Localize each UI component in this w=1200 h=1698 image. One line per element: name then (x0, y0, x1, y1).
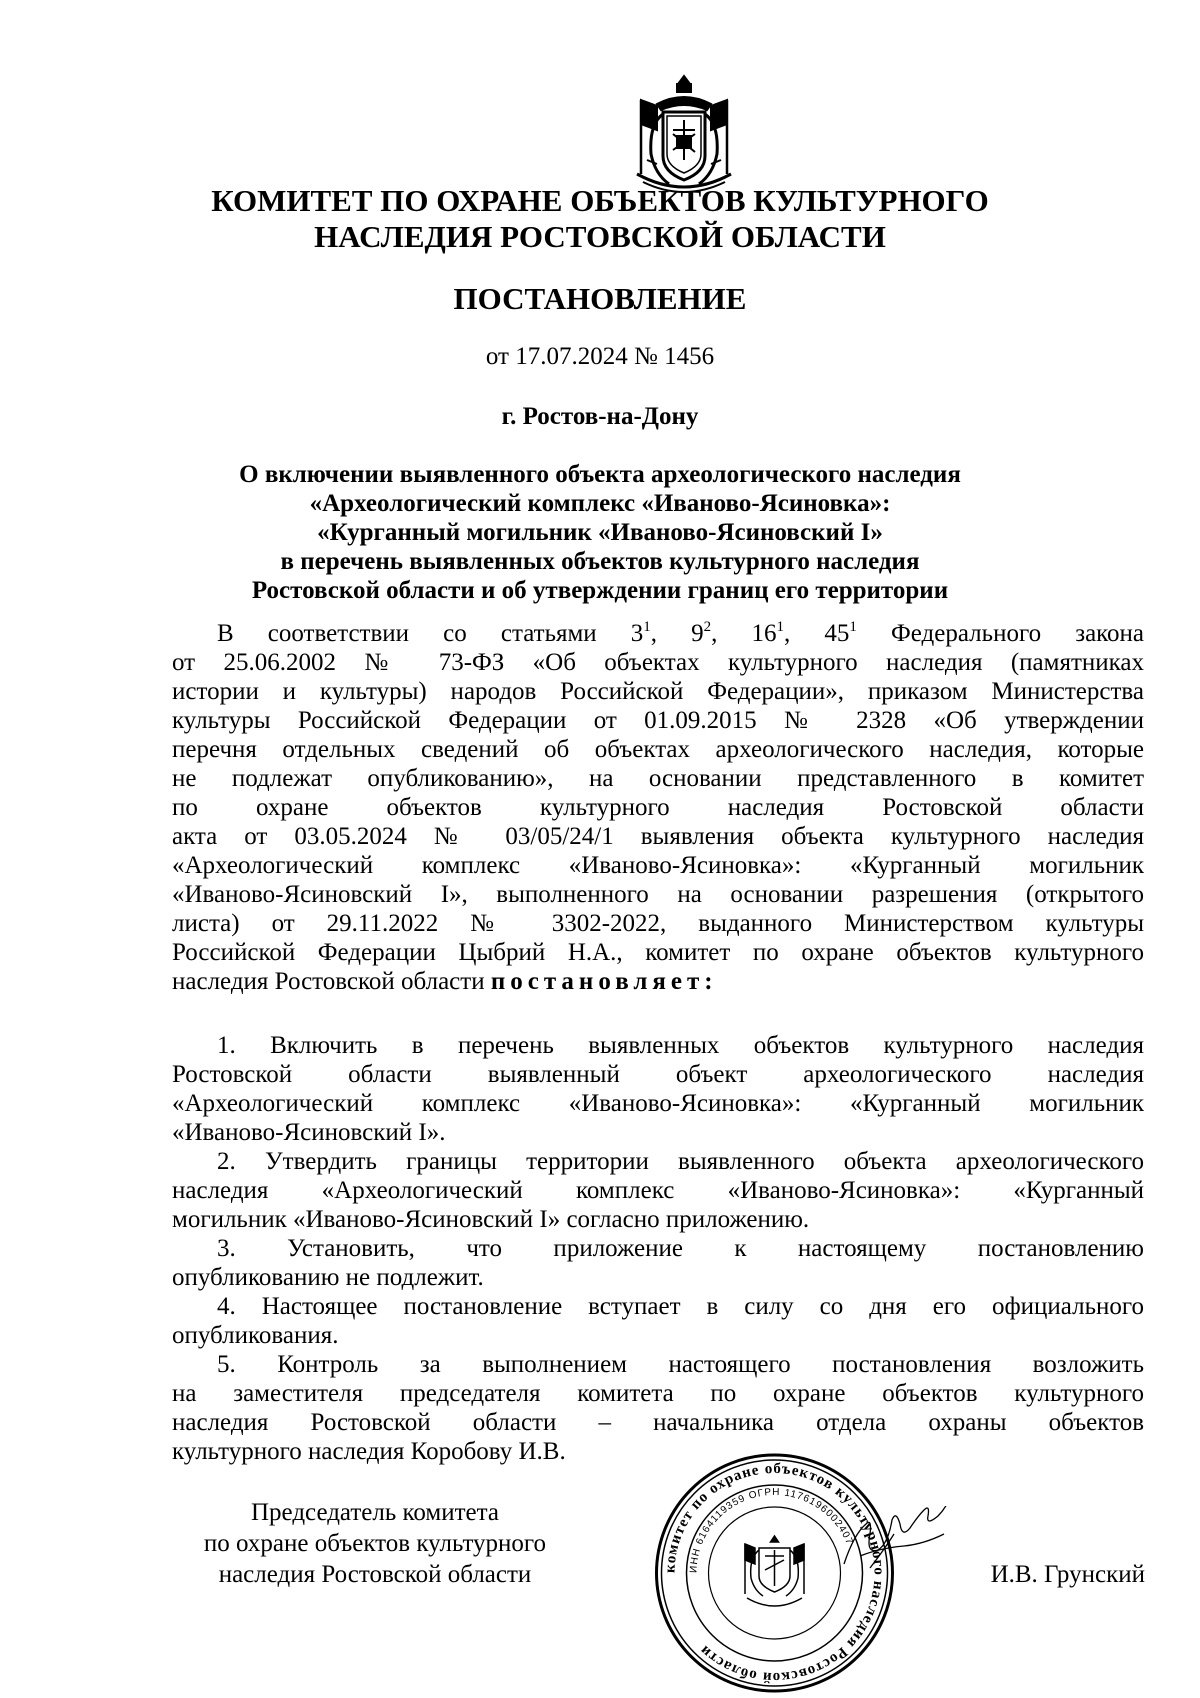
article-superscript: 1 (776, 619, 785, 635)
preamble-text: наследия Ростовской области (172, 968, 491, 995)
preamble-line (172, 967, 1144, 996)
item-5-line: на заместителя председателя комитета по охране объектов культурного (172, 1380, 1144, 1407)
preamble-text: , 45 (784, 620, 850, 647)
organization-title (140, 183, 1060, 255)
organization-title-line-2: НАСЛЕДИЯ РОСТОВСКОЙ ОБЛАСТИ (314, 219, 886, 254)
article-superscript: 2 (703, 619, 712, 635)
seal-inner-text: ИНН 6164119359 ОГРН 1176196002407 (688, 1486, 855, 1574)
decision-word: постановляет: (490, 968, 718, 995)
preamble-text: , 9 (650, 620, 704, 647)
seal-outer-text: комитет по охране объектов культурного наследия Ростовской области (662, 1460, 887, 1686)
subject-line: «Курганный могильник «Иваново-Ясиновский I» (317, 519, 883, 546)
item-3-line: 3. Установить, что приложение к настоящему постановлению (217, 1235, 1144, 1262)
resolution-items (172, 1031, 1144, 1466)
item-2-line: 2. Утвердить границы территории выявленного объекта археологического (217, 1148, 1144, 1175)
seal-emblem-icon (745, 1536, 804, 1606)
document-city: г. Ростов-на-Дону (501, 403, 699, 430)
signatory-name: И.В. Грунский (990, 1561, 1145, 1588)
subject-line: О включении выявленного объекта археологического наследия (239, 461, 961, 488)
subject-line: «Археологический комплекс «Иваново-Ясиновка»: (309, 490, 891, 517)
preamble-line (172, 619, 1144, 648)
item-1-line: Ростовской области выявленный объект археологического наследия (172, 1061, 1144, 1088)
item-1-line: «Археологический комплекс «Иваново-Ясиновка»: «Курганный могильник (172, 1090, 1144, 1117)
item-4-line: опубликования. (172, 1322, 339, 1349)
subject-line: в перечень выявленных объектов культурного наследия (280, 548, 920, 575)
svg-text:ИНН 6164119359 ОГРН 1176196002 (688, 1487, 855, 1573)
preamble-text: Федерального закона (856, 620, 1145, 647)
preamble-line: не подлежат опубликованию», на основании представленного в комитет (172, 765, 1144, 792)
preamble-line: Российской Федерации Цыбрий Н.А., комитет по охране объектов культурного (172, 939, 1144, 966)
item-4-line: 4. Настоящее постановление вступает в силу со дня его официального (217, 1293, 1144, 1320)
handwritten-signature (840, 1506, 950, 1576)
document-type: ПОСТАНОВЛЕНИЕ (453, 281, 747, 316)
preamble-line: перечня отдельных сведений об объектах археологического наследия, которые (172, 736, 1144, 763)
signatory-position-line: наследия Ростовской области (218, 1561, 532, 1588)
preamble-line: «Археологический комплекс «Иваново-Ясиновка»: «Курганный могильник (172, 852, 1144, 879)
preamble-line: «Иваново-Ясиновский I», выполненного на основании разрешения (открытого (172, 881, 1144, 908)
preamble-line: культуры Российской Федерации от 01.09.2015 № 2328 «Об утверждении (172, 707, 1144, 734)
organization-title-line-1: КОМИТЕТ ПО ОХРАНЕ ОБЪЕКТОВ КУЛЬТУРНОГО (211, 183, 989, 218)
coat-of-arms-emblem (627, 70, 741, 198)
item-3-line: опубликованию не подлежит. (172, 1264, 484, 1291)
preamble-line: по охране объектов культурного наследия Ростовской области (172, 794, 1144, 821)
subject-line: Ростовской области и об утверждении границ его территории (251, 577, 949, 604)
signatory-position-line: по охране объектов культурного (203, 1530, 547, 1557)
signatory-position (165, 1497, 585, 1590)
preamble-line: листа) от 29.11.2022 № 3302-2022, выданного Министерством культуры (172, 910, 1144, 937)
item-1-line: 1. Включить в перечень выявленных объектов культурного наследия (217, 1032, 1144, 1059)
preamble-line: от 25.06.2002 № 73-ФЗ «Об объектах культурного наследия (памятниках (172, 649, 1144, 676)
preamble-text: , 16 (711, 620, 777, 647)
preamble-paragraph (172, 619, 1144, 996)
document-date-number: от 17.07.2024 № 1456 (485, 343, 715, 370)
preamble-line: истории и культуры) народов Российской Федерации», приказом Министерства (172, 678, 1144, 705)
item-5-line: культурного наследия Коробову И.В. (172, 1438, 566, 1465)
preamble-text: В соответствии со статьями 3 (217, 620, 644, 647)
item-5-line: 5. Контроль за выполнением настоящего постановления возложить (217, 1351, 1144, 1378)
signatory-position-line: Председатель комитета (251, 1499, 499, 1526)
article-superscript: 1 (643, 619, 651, 635)
item-1-line: «Иваново-Ясиновский I». (172, 1119, 446, 1146)
document-subject (140, 460, 1060, 605)
article-superscript: 1 (849, 619, 857, 635)
preamble-line: акта от 03.05.2024 № 03/05/24/1 выявления объекта культурного наследия (172, 823, 1144, 850)
item-2-line: могильник «Иваново-Ясиновский I» согласно приложению. (172, 1206, 810, 1233)
item-5-line: наследия Ростовской области – начальника отдела охраны объектов (172, 1409, 1144, 1436)
item-2-line: наследия «Археологический комплекс «Иваново-Ясиновка»: «Курганный (172, 1177, 1144, 1204)
